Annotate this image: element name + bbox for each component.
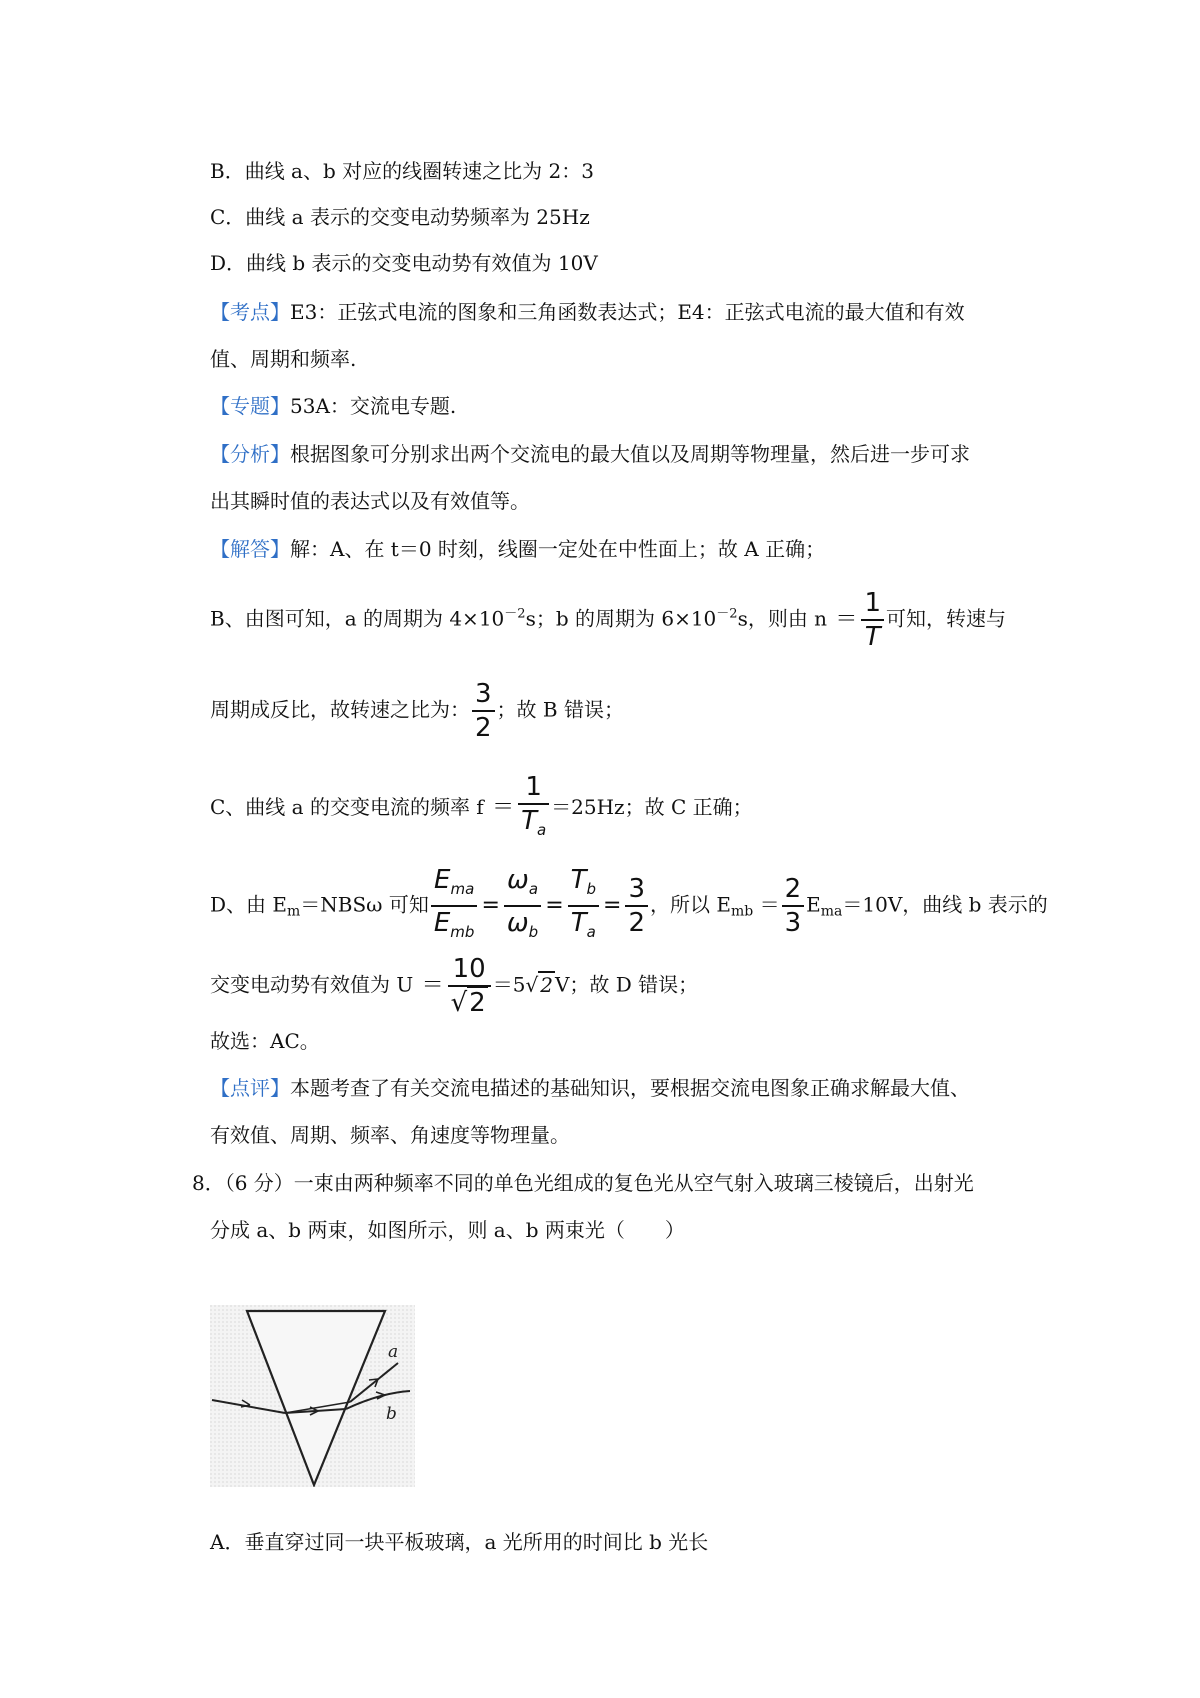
fraction-denominator [568, 905, 599, 948]
solution-b-text-2: s；b 的周期为 6×10 [525, 606, 717, 631]
dianping-line-2: 有效值、周期、频率、角速度等物理量。 [210, 1123, 570, 1147]
symbol: T [570, 908, 587, 938]
solution-d-text-5: ＝10V，曲线 b 表示的 [842, 892, 1048, 917]
subscript: a [536, 821, 547, 839]
question-8: 8．（6 分）一束由两种频率不同的单色光组成的复色光从空气射入玻璃三棱镜后，出射光 [192, 1171, 974, 1195]
subscript: b [528, 923, 539, 941]
label-a: a [388, 1342, 399, 1362]
fraction-denominator: 2 [625, 905, 648, 939]
fraction-denominator [431, 905, 478, 948]
subscript: a [586, 923, 596, 941]
symbol: T [570, 865, 587, 895]
radicand: 2 [469, 988, 486, 1018]
solution-d-line [210, 864, 1048, 948]
symbol: ω [507, 865, 529, 895]
subscript: a [528, 880, 539, 898]
zhuanti-text: 53A：交流电专题. [290, 394, 457, 418]
kaodian-tag: 【考点】 [210, 300, 290, 324]
fraction-denominator [518, 803, 549, 846]
solution-b-line-2 [210, 678, 624, 744]
subscript: b [586, 880, 597, 898]
dianping-line [210, 1074, 970, 1102]
solution-c-text-1: C、曲线 a 的交变电流的频率 f [210, 795, 491, 819]
equals-sign: ＝ [753, 892, 780, 917]
kaodian-line-2: 值、周期和频率. [210, 347, 357, 371]
equals-sign: ＝ [421, 972, 444, 998]
fraction-1-over-ta [518, 771, 549, 846]
fraction-1-over-t [861, 587, 884, 653]
exponent: －2 [716, 606, 738, 622]
fraction-numerator [568, 864, 599, 905]
sqrt-symbol: √2 [450, 988, 486, 1018]
zhuanti-tag: 【专题】 [210, 394, 290, 418]
solution-u-text-2: ＝5 [492, 972, 526, 997]
solution-b2-text-2: ；故 B 错误； [496, 697, 624, 722]
jieda-text: 解：A、在 t＝0 时刻，线圈一定处在中性面上；故 A 正确； [290, 537, 826, 561]
option-c: C．曲线 a 表示的交变电动势频率为 25Hz [210, 205, 590, 229]
fraction-3-over-2 [625, 873, 648, 939]
fraction-numerator: 10 [452, 954, 486, 984]
fraction-denominator: 3 [782, 905, 805, 939]
fraction-numerator: 2 [784, 874, 802, 904]
solution-u-text-3: V；故 D 错误； [554, 972, 699, 997]
subscript: ma [820, 903, 843, 920]
fenxi-text: 根据图象可分别求出两个交流电的最大值以及周期等物理量，然后进一步可求 [290, 442, 970, 466]
symbol: E [433, 908, 451, 938]
equals-sign: ＝ [835, 606, 858, 632]
solution-b-line [210, 587, 1006, 653]
fraction-numerator [431, 864, 478, 905]
sqrt-symbol: √ 2 [525, 972, 553, 997]
symbol-t: T [521, 806, 537, 836]
fenxi-line [210, 440, 970, 468]
subscript: mb [731, 903, 754, 920]
equals-sign: = [603, 892, 622, 918]
fraction-10-over-sqrt2 [448, 953, 491, 1019]
dianping-text: 本题考查了有关交流电描述的基础知识，要根据交流电图象正确求解最大值、 [290, 1076, 970, 1100]
solution-c-line [210, 771, 753, 846]
fenxi-line-2: 出其瞬时值的表达式以及有效值等。 [210, 489, 530, 513]
exponent: －2 [504, 606, 526, 622]
fraction-numerator [504, 864, 541, 905]
fraction-denominator [504, 905, 541, 948]
kaodian-line [210, 298, 965, 326]
solution-d-text-4: E [806, 892, 821, 917]
equals-sign: ＝ [492, 795, 515, 820]
solution-d-text-1: D、由 E [210, 892, 287, 917]
solution-d-text-3: ，所以 E [650, 892, 731, 917]
zhuanti-line [210, 392, 456, 420]
label-b: b [386, 1404, 397, 1424]
fraction-numerator: 3 [628, 874, 646, 904]
fraction-denominator: T [861, 619, 884, 653]
equals-sign: = [481, 892, 500, 918]
fraction-3-over-2 [472, 678, 495, 744]
answer-line: 故选：AC。 [210, 1029, 320, 1053]
solution-b2-text-1: 周期成反比，故转速之比为： [210, 697, 470, 722]
solution-u-text-1: 交变电动势有效值为 U [210, 972, 420, 997]
option-a-q8: A．垂直穿过同一块平板玻璃，a 光所用的时间比 b 光长 [210, 1530, 709, 1554]
fraction-numerator: 3 [475, 679, 492, 709]
option-d: D．曲线 b 表示的交变电动势有效值为 10V [210, 251, 598, 275]
solution-d-text-2: ＝NBSω 可知 [300, 892, 429, 917]
fraction-2-over-3 [782, 873, 805, 939]
jieda-tag: 【解答】 [210, 537, 290, 561]
fraction-omega [504, 864, 541, 948]
fraction-denominator [448, 985, 491, 1019]
solution-u-line [210, 953, 698, 1019]
prism-figure [210, 1305, 415, 1487]
solution-b-text-1: B、由图可知，a 的周期为 4×10 [210, 606, 505, 631]
radicand: 2 [540, 972, 553, 997]
fraction-numerator: 1 [525, 772, 542, 802]
solution-b-text-3: s，则由 n [737, 606, 834, 631]
kaodian-text: E3：正弦式电流的图象和三角函数表达式；E4：正弦式电流的最大值和有效 [290, 300, 965, 324]
subscript: mb [450, 923, 475, 941]
fraction-denominator: 2 [472, 710, 495, 744]
fraction-period [568, 864, 599, 948]
fraction-ema-emb [431, 864, 478, 948]
fenxi-tag: 【分析】 [210, 442, 290, 466]
subscript: ma [450, 880, 475, 898]
question-8-line-2: 分成 a、b 两束，如图所示，则 a、b 两束光（ ） [210, 1218, 685, 1242]
fraction-numerator: 1 [864, 588, 881, 618]
solution-c-text-2: ＝25Hz；故 C 正确； [551, 795, 753, 819]
symbol: ω [506, 908, 529, 938]
symbol: E [434, 865, 451, 895]
subscript: m [287, 903, 301, 920]
option-b: B．曲线 a、b 对应的线圈转速之比为 2：3 [210, 159, 594, 183]
solution-b-text-4: 可知，转速与 [885, 606, 1006, 631]
equals-sign: = [545, 892, 564, 918]
dianping-tag: 【点评】 [210, 1076, 290, 1100]
jieda-line [210, 535, 825, 563]
